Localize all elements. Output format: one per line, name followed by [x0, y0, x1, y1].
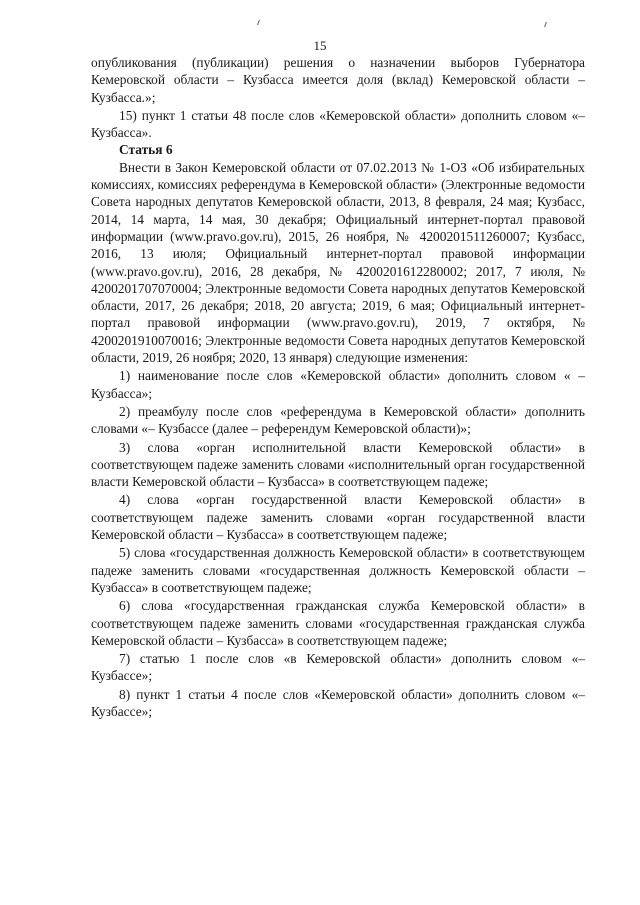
- list-item: 5) слова «государственная должность Кемеровской области» в соответствующем падеже заменить словами «государственная должность Кемеровской области – Кузбасса» в соответствующем падеже;: [91, 545, 585, 595]
- scan-mark: [544, 22, 550, 27]
- scan-mark: [257, 20, 263, 25]
- page-number: 15: [313, 38, 327, 53]
- list-item: 1) наименование после слов «Кемеровской области» дополнить словом « – Кузбасса»;: [91, 368, 585, 401]
- list-item: 6) слова «государственная гражданская служба Кемеровской области» в соответствующем падеже заменить словами «государственная гражданская служба Кемеровской области – Кузбасса» в соответствующем падеже;: [91, 598, 585, 648]
- list-item: 2) преамбулу после слов «референдума в Кемеровской области» дополнить словами «– Кузбассе (далее – референдум Кемеровской области)»;: [91, 403, 585, 437]
- article-heading: Статья 6: [119, 142, 173, 158]
- list-item: 7) статью 1 после слов «в Кемеровской области» дополнить словом «– Кузбассе»;: [91, 651, 585, 684]
- list-item: 4) слова «орган государственной власти Кемеровской области» в соответствующем падеже заменить словами «орган государственной власти Кемеровской области – Кузбасса» в соответствующем падеже;: [91, 492, 585, 543]
- list-item: 8) пункт 1 статьи 4 после слов «Кемеровской области» дополнить словом «– Кузбассе»;: [91, 686, 585, 719]
- list-item: 3) слова «орган исполнительной власти Кемеровской области» в соответствующем падеже заменить словами «исполнительный орган государственной власти Кемеровской области – Кузбасса» в соответствующем падеже;: [91, 439, 585, 490]
- article-intro: Внести в Закон Кемеровской области от 07.02.2013 № 1-ОЗ «Об избирательных комиссиях, комиссиях референдума в Кемеровской области» (Электронные ведомости Совета народных депутатов Кемеровской области, 2013, 8 февраля, 24 мая; Кузбасс, 2014, 14 марта, 14 мая, 30 декабря; Официальный интернет-портал правовой информации (www.pravo.gov.ru), 2015, 26 ноября, № 4200201511260007; Кузбасс, 2016, 13 июля; Официальный интернет-портал правовой информации (www.pravo.gov.ru), 2016, 28 декабря, № 4200201612280002; 2017, 7 июля, № 4200201707070004; Электронные ведомости Совета народных депутатов Кемеровской области, 2017, 26 декабря; 2018, 20 августа; 2019, 6 мая; Официальный интернет-портал правовой информации (www.pravo.gov.ru), 2019, 7 октября, № 4200201910070016; Электронные ведомости Совета народных депутатов Кемеровской области, 2019, 26 ноября; 2020, 13 января) следующие изменения:: [91, 159, 585, 366]
- paragraph-item-15: 15) пункт 1 статьи 48 после слов «Кемеровской области» дополнить словом «– Кузбасса».: [91, 107, 585, 141]
- paragraph-continuation: опубликования (публикации) решения о назначении выборов Губернатора Кемеровской области – Кузбасса имеется доля (вклад) Кемеровской области – Кузбасса.»;: [91, 55, 585, 105]
- document-body: [91, 54, 585, 720]
